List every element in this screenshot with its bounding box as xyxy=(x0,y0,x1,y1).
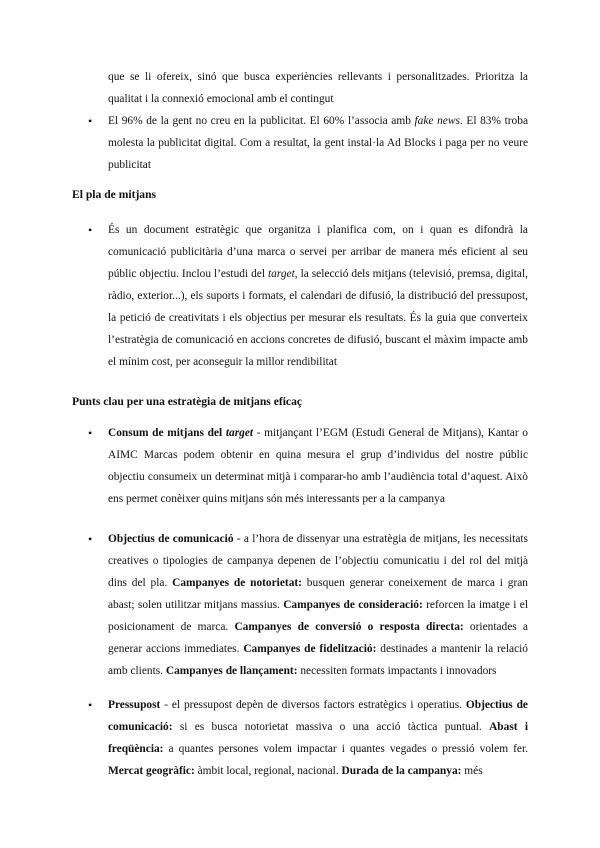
section-heading-media-plan: El pla de mitjans xyxy=(72,188,157,201)
continued-paragraph: que se li ofereix, sinó que busca experiències rellevants i personalitzades. Prioritza la qualitat i la connexió emocional amb el contingut xyxy=(108,71,528,105)
key-points-bullet-list-2 xyxy=(72,528,528,682)
section-heading-key-points: Punts clau per una estratègia de mitjans eficaç xyxy=(72,395,303,408)
fake-news-term: fake news xyxy=(414,115,460,127)
list-item: • Objectius de comunicació - a l’hora de dissenyar una estratègia de mitjans, les necessitats creatives o tipologies de campanya depenen de l’objectiu comunicatiu i del rol del mitjà dins del pla. Campanyes de notorietat: busquen generar coneixement de marca i gran abast; solen utilitzar mitjans massius. Campanyes de consideració: reforcen la imatge i el posicionament de marca. Campanyes de conversió o resposta directa: orientades a generar accions immediates. Campanyes de fidelització: destinades a mantenir la relació amb clients. Campanyes de llançament: necessiten formats impactants i innovadors xyxy=(72,528,528,682)
list-item: • Pressupost - el pressupost depèn de diversos factors estratègics i operatius. Objectius de comunicació: si es busca notorietat massiva o una acció tàctica puntual. Abast i freqüència: a quantes persones volem impactar i quantes vegades o pressió volem fer. Mercat geogràfic: àmbit local, regional, nacional. Durada de la campanya: més xyxy=(72,694,528,782)
list-item: • El 96% de la gent no creu en la publicitat. El 60% l’associa amb fake news. El 83% troba molesta la publicitat digital. Com a resultat, la gent instal·la Ad Blocks i paga per no veure publicitat xyxy=(72,110,528,176)
list-item: • Consum de mitjans del target - mitjançant l’EGM (Estudi General de Mitjans), Kantar o AIMC Marcas podem obtenir en quina mesura el grup d’individus del nostre públic objectiu consumeix un determinat mitjà i comparar-ho amb l’audiència total d’aquest. Això ens permet conèixer quins mitjans són més interessants per a la campanya xyxy=(72,422,528,510)
intro-bullet-list xyxy=(72,110,528,176)
media-plan-bullet-list xyxy=(72,219,528,373)
key-points-bullet-list xyxy=(72,422,528,510)
key-points-bullet-list-3 xyxy=(72,694,528,782)
list-item: • És un document estratègic que organitza i planifica com, on i quan es difondrà la comunicació publicitària d’una marca o servei per arribar de manera més eficient al seu públic objectiu. Inclou l’estudi del target, la selecció dels mitjans (televisió, premsa, digital, ràdio, exterior...), els suports i formats, el calendari de difusió, la distribució del pressupost, la petició de creativitats i els objectius per mesurar els resultats. És la guia que converteix l’estratègia de comunicació en accions concretes de difusió, buscant el màxim impacte amb el mínim cost, per aconseguir la millor rendibilitat xyxy=(72,219,528,373)
